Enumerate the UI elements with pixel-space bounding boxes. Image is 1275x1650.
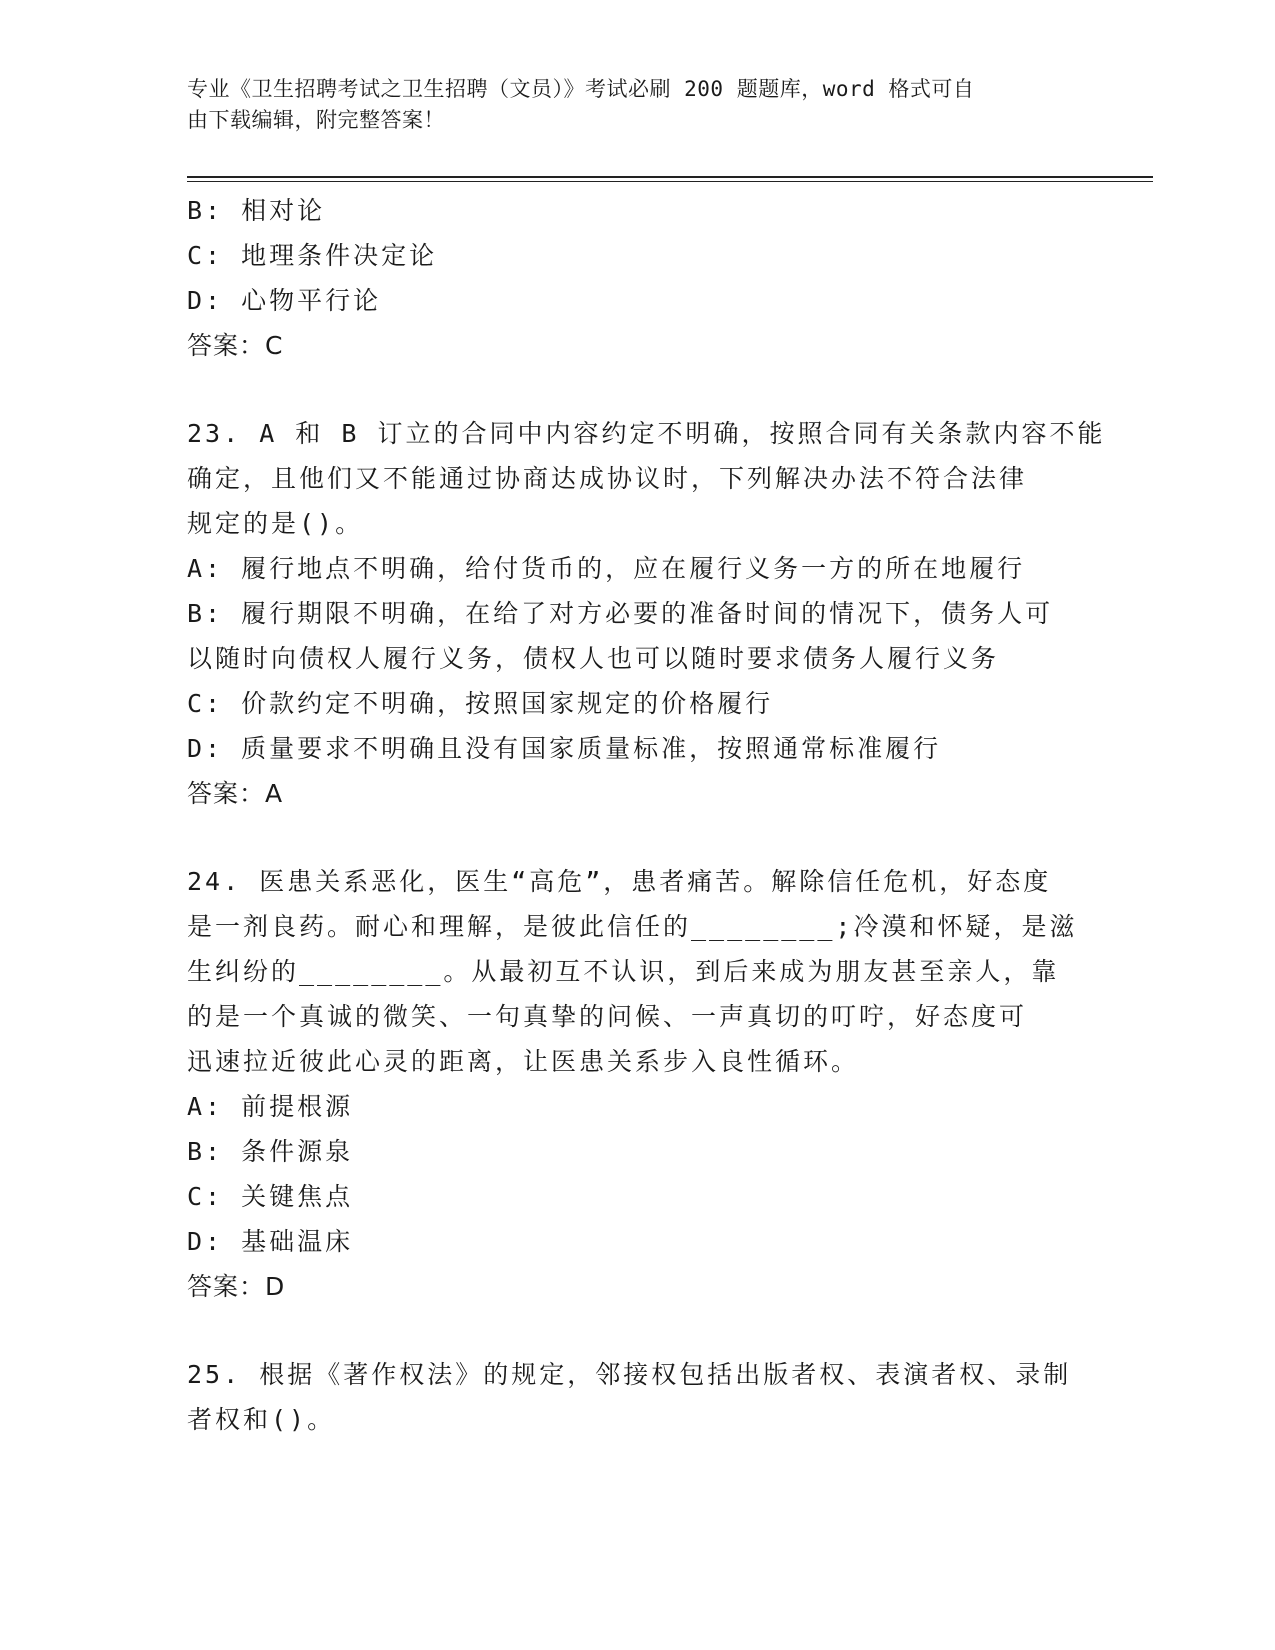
- question-text-line: 25. 根据《著作权法》的规定，邻接权包括出版者权、表演者权、录制: [187, 1360, 1072, 1389]
- question-text-line: 生纠纷的________。从最初互不认识，到后来成为朋友甚至亲人，靠: [187, 957, 1060, 986]
- option-a: A: 履行地点不明确，给付货币的，应在履行义务一方的所在地履行: [187, 554, 1026, 583]
- answer-line: 答案：D: [187, 1272, 286, 1301]
- header-line: 由下载编辑，附完整答案！: [187, 108, 445, 132]
- option-c: C: 关键焦点: [187, 1182, 354, 1211]
- option-a: A: 前提根源: [187, 1092, 354, 1121]
- question-text-line: 24. 医患关系恶化，医生“高危”，患者痛苦。解除信任危机，好态度: [187, 867, 1052, 896]
- option-c: C: 价款约定不明确，按照国家规定的价格履行: [187, 689, 774, 718]
- option-c: C: 地理条件决定论: [187, 241, 438, 270]
- answer-line: 答案：A: [187, 779, 284, 808]
- option-d: D: 质量要求不明确且没有国家质量标准，按照通常标准履行: [187, 734, 942, 763]
- question-25-block: [187, 1352, 1087, 1442]
- header-divider-thin: [187, 181, 1153, 182]
- option-b-continued: 以随时向债权人履行义务，债权人也可以随时要求债务人履行义务: [187, 644, 1000, 673]
- spacer: [187, 816, 1087, 859]
- question-text-line: 规定的是()。: [187, 509, 364, 538]
- question-23-block: [187, 411, 1106, 816]
- question-text-line: 确定，且他们又不能通过协商达成协议时，下列解决办法不符合法律: [187, 464, 1028, 493]
- document-header: [187, 74, 1067, 136]
- question-text-line: 的是一个真诚的微笑、一句真挚的问候、一声真切的叮咛，好态度可: [187, 1002, 1028, 1031]
- question-text-line: 23. A 和 B 订立的合同中内容约定不明确，按照合同有关条款内容不能: [187, 419, 1106, 448]
- header-line: 专业《卫生招聘考试之卫生招聘（文员）》考试必刷 200 题题库，word 格式可自: [187, 77, 975, 101]
- option-d: D: 心物平行论: [187, 286, 382, 315]
- question-22-block: [187, 188, 1087, 368]
- option-b: B: 履行期限不明确，在给了对方必要的准备时间的情况下，债务人可: [187, 599, 1054, 628]
- answer-line: 答案：C: [187, 331, 284, 360]
- spacer: [187, 368, 1087, 411]
- spacer: [187, 1309, 1087, 1352]
- option-b: B: 条件源泉: [187, 1137, 354, 1166]
- question-content: [187, 188, 1106, 1442]
- option-d: D: 基础温床: [187, 1227, 354, 1256]
- header-divider-thick: [187, 176, 1153, 178]
- option-b: B: 相对论: [187, 196, 326, 225]
- question-text-line: 者权和()。: [187, 1405, 336, 1434]
- question-text-line: 是一剂良药。耐心和理解，是彼此信任的________;冷漠和怀疑，是滋: [187, 912, 1078, 941]
- question-text-line: 迅速拉近彼此心灵的距离，让医患关系步入良性循环。: [187, 1047, 860, 1076]
- question-24-block: [187, 859, 1087, 1309]
